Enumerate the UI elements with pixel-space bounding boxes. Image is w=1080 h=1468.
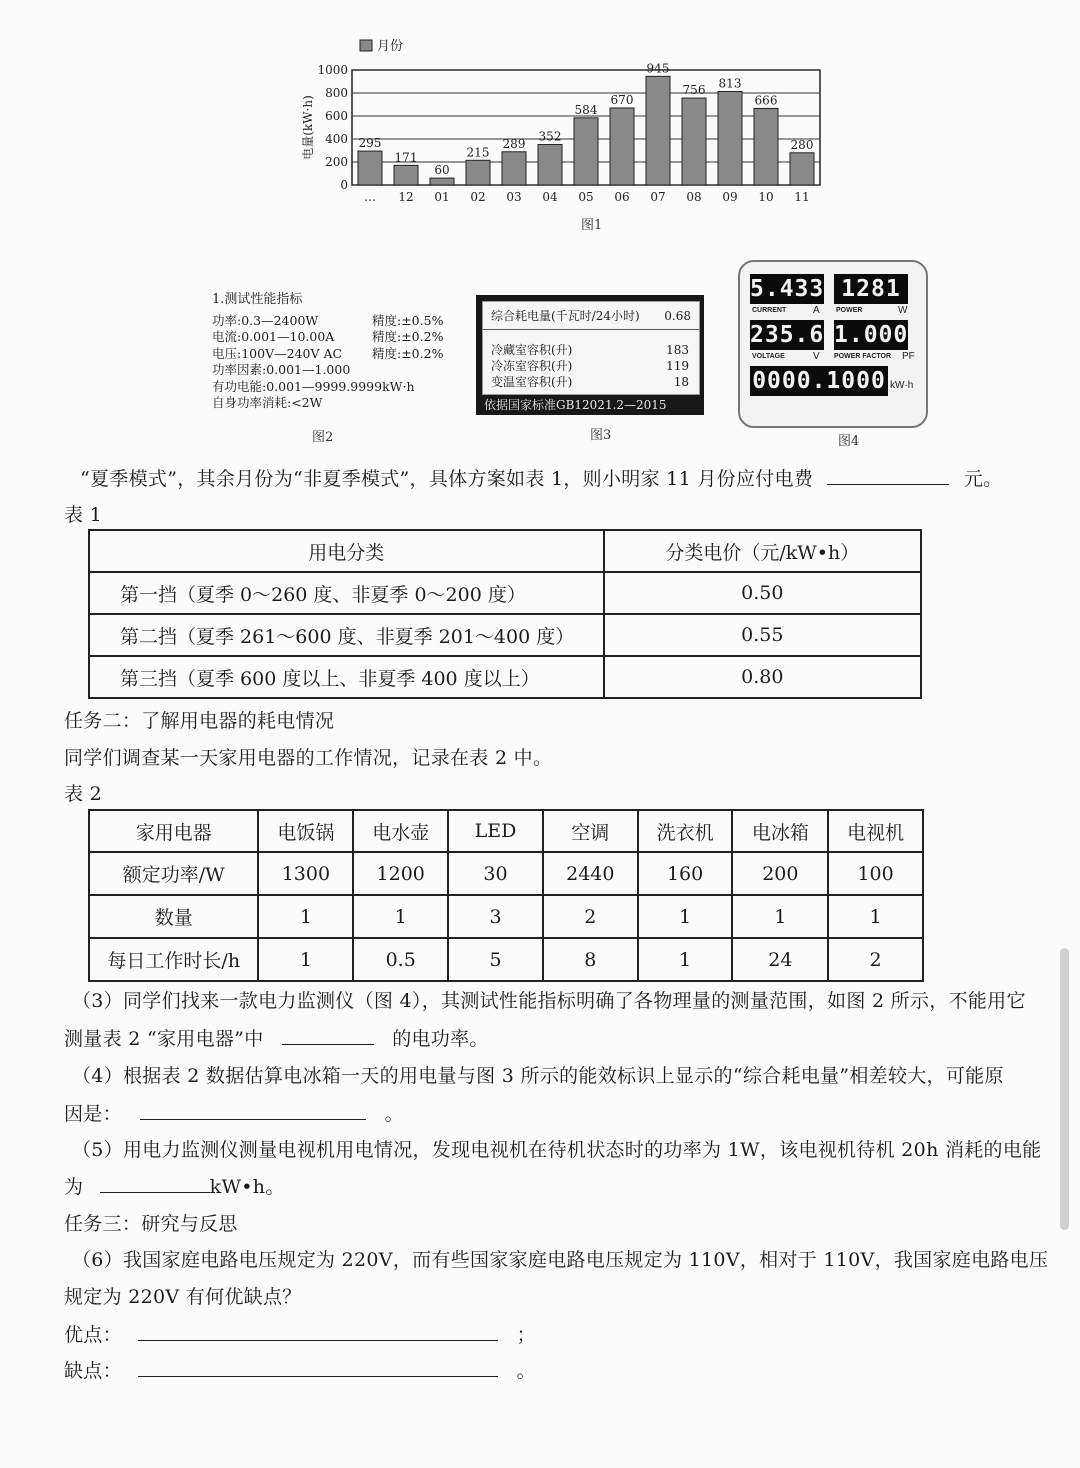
figure2-caption: 图2: [312, 430, 334, 445]
x-tick-label: …: [364, 190, 376, 204]
bar-value-label: 945: [646, 61, 670, 76]
bar-value-label: 215: [466, 145, 490, 160]
disadvantage-end: 。: [516, 1360, 536, 1382]
fig2-line-acc: 精度:±0.5%: [372, 312, 444, 328]
table-cell: 0.50: [604, 572, 921, 614]
x-tick-label: 03: [506, 190, 522, 204]
question-text: 为: [64, 1176, 84, 1198]
bar-value-label: 670: [610, 92, 634, 107]
table-cell: 3: [448, 895, 543, 938]
bar-value-label: 756: [682, 83, 706, 98]
fig2-line-acc: 精度:±0.2%: [372, 345, 444, 361]
table-cell: 5: [448, 938, 543, 981]
energy-unit: kW·h: [890, 380, 914, 391]
table1-price-tiers: [88, 529, 922, 699]
fig2-line-text: 功率因素:0.001—1.000: [212, 362, 351, 377]
table-cell: 每日工作时长/h: [89, 938, 258, 981]
table-header-row: [89, 810, 923, 852]
current-unit: A: [813, 305, 820, 316]
question-text-end: kW•h。: [209, 1176, 285, 1198]
answer-blank-energy[interactable]: [100, 1174, 210, 1193]
fig2-line-text: 功率:0.3—2400W: [212, 312, 319, 328]
y-tick-label: 400: [325, 132, 348, 146]
survey-text: 同学们调查某一天家用电器的工作情况，记录在表 2 中。: [64, 747, 553, 769]
energy-label-value: 0.68: [664, 309, 691, 323]
fig2-line: [212, 329, 472, 346]
energy-label-value: 119: [666, 359, 689, 373]
bar-value-label: 280: [790, 137, 814, 152]
fig2-line: [212, 346, 472, 363]
energy-label-row: [491, 308, 691, 324]
power-factor-display: 1.000: [834, 322, 909, 348]
table-row: [89, 938, 923, 981]
bar: [610, 108, 634, 185]
bar: [502, 152, 526, 185]
advantage-label: 优点：: [64, 1324, 122, 1346]
bar-value-label: 60: [434, 163, 450, 178]
y-tick-label: 600: [325, 109, 348, 123]
table-cell: 2440: [543, 852, 638, 895]
fig2-line: [212, 379, 472, 396]
question-text-end: 的电功率。: [392, 1028, 489, 1050]
question4-line1: （4）根据表 2 数据估算电冰箱一天的用电量与图 3 所示的能效标识上显示的“综合耗电量”相差较大，可能原: [72, 1065, 1004, 1087]
table-cell: 30: [448, 852, 543, 895]
power-label: POWER: [836, 307, 863, 314]
figure3-caption: 图3: [590, 428, 612, 443]
vertical-scrollbar[interactable]: [1060, 948, 1069, 1230]
table-cell: 额定功率/W: [89, 852, 258, 895]
answer-blank-disadvantage[interactable]: [138, 1358, 498, 1377]
task3-heading: 任务三：研究与反思: [64, 1213, 238, 1235]
bar: [646, 76, 670, 185]
table-cell: 0.55: [604, 614, 921, 656]
table-cell: 24: [732, 938, 828, 981]
table-header-cell: 用电分类: [89, 530, 604, 572]
table-cell: 100: [828, 852, 923, 895]
table-cell: 2: [828, 938, 923, 981]
table-cell: 1: [638, 895, 733, 938]
x-tick-label: 11: [794, 190, 810, 204]
task2-heading: 任务二：了解用电器的耗电情况: [64, 710, 335, 732]
table-row: [89, 614, 921, 656]
question5-line1: （5）用电力监测仪测量电视机用电情况，发现电视机在待机状态时的功率为 1W，该电视机待机 20h 消耗的电能: [72, 1139, 1042, 1161]
bar: [394, 165, 418, 185]
energy-label-name: 变温室容积(升): [491, 375, 573, 389]
question6-line1: （6）我国家庭电路电压规定为 220V，而有些国家家庭电路电压规定为 110V，相对于 110V，我国家庭电路电压: [72, 1249, 1049, 1271]
fig2-line-text: 有功电能:0.001—9999.9999kW·h: [212, 378, 415, 394]
fig2-line: [212, 395, 472, 412]
bar: [682, 98, 706, 185]
table2-appliances: [88, 809, 924, 982]
table-row: [89, 852, 923, 895]
energy-label-divider: [483, 329, 699, 330]
y-tick-label: 1000: [317, 63, 348, 77]
answer-blank-reason[interactable]: [140, 1101, 366, 1120]
table-cell: 1: [828, 895, 923, 938]
table-cell: 8: [543, 938, 638, 981]
table-cell: 第二挡（夏季 261～600 度、非夏季 201～400 度）: [89, 614, 604, 656]
fig2-title: 1.测试性能指标: [212, 292, 303, 307]
bar-value-label: 352: [538, 129, 562, 144]
table1-title: 表 1: [64, 504, 103, 526]
disadvantage-label: 缺点：: [64, 1360, 122, 1382]
question-text-end: 。: [384, 1103, 404, 1125]
disadvantage-line: [64, 1356, 536, 1383]
y-tick-label: 0: [340, 178, 348, 192]
table-cell: 数量: [89, 895, 258, 938]
figure4-caption: 图4: [838, 434, 860, 449]
bar: [466, 160, 490, 185]
power-factor-unit: PF: [902, 351, 915, 362]
bar: [538, 145, 562, 185]
fig2-line-text: 电流:0.001—10.00A: [212, 329, 335, 344]
bar-value-label: 295: [358, 136, 382, 151]
voltage-label: VOLTAGE: [752, 353, 785, 360]
energy-label-row: [491, 342, 689, 358]
energy-label-row: [491, 374, 689, 390]
power-factor-label: POWER FACTOR: [834, 353, 892, 360]
bar-chart-monthly-electricity: [290, 30, 850, 240]
table-cell: 第三挡（夏季 600 度以上、非夏季 400 度以上）: [89, 656, 604, 698]
x-tick-label: 02: [470, 190, 486, 204]
table-header-row: [89, 530, 921, 572]
figure1-caption: 图1: [581, 218, 603, 233]
fig2-line-acc: 精度:±0.2%: [372, 329, 444, 344]
y-tick-label: 200: [325, 155, 348, 169]
bar-value-label: 666: [754, 93, 778, 108]
bar-value-label: 289: [502, 136, 526, 151]
table-header-cell: 分类电价（元/kW•h）: [604, 530, 921, 572]
table-row: [89, 656, 921, 698]
answer-blank-advantage[interactable]: [138, 1322, 498, 1341]
y-tick-label: 800: [325, 86, 348, 100]
x-tick-label: 01: [434, 190, 450, 204]
power-display: 1281: [834, 274, 908, 304]
advantage-line: [64, 1320, 536, 1347]
fig2-line-text: 自身功率消耗:<2W: [212, 395, 323, 410]
answer-blank-appliance[interactable]: [282, 1026, 374, 1045]
table-row: [89, 895, 923, 938]
question5-line2: [64, 1172, 285, 1199]
x-tick-label: 10: [758, 190, 774, 204]
table-header-cell: 电冰箱: [732, 810, 828, 852]
figure4-power-monitor: [738, 260, 928, 428]
question3-line2: [64, 1024, 489, 1051]
energy-label-standard: 依据国家标准GB12021.2—2015: [484, 398, 667, 412]
advantage-end: ；: [516, 1324, 536, 1346]
voltage-display: 235.6: [750, 322, 825, 348]
power-unit: W: [898, 305, 908, 316]
table-header-cell: 家用电器: [89, 810, 258, 852]
fig2-line: [212, 313, 472, 330]
energy-label-panel: [482, 301, 700, 395]
question-text: “夏季模式”，其余月份为“非夏季模式”，具体方案如表 1，则小明家 11 月份应付电费: [80, 468, 814, 490]
figure2-spec-list: [212, 292, 472, 412]
energy-label-row: [491, 358, 689, 374]
figure3-energy-label: [476, 295, 704, 415]
bar: [718, 92, 742, 185]
question3-line1: （3）同学们找来一款电力监测仪（图 4），其测试性能指标明确了各物理量的测量范围，如图 2 所示，不能用它: [72, 990, 1026, 1012]
fig2-line: [212, 362, 472, 379]
table-row: [89, 572, 921, 614]
table-cell: 1: [258, 938, 353, 981]
fig2-line-text: 电压:100V—240V AC: [212, 345, 343, 361]
table-header-cell: 空调: [543, 810, 638, 852]
x-tick-label: 08: [686, 190, 702, 204]
table-cell: 0.5: [353, 938, 448, 981]
table-cell: 200: [732, 852, 828, 895]
energy-label-value: 18: [673, 375, 689, 389]
question4-line2: [64, 1099, 404, 1126]
question-text-line: [80, 464, 1002, 491]
table-header-cell: 洗衣机: [638, 810, 733, 852]
table-cell: 0.80: [604, 656, 921, 698]
bar: [574, 118, 598, 185]
bar: [358, 151, 382, 185]
voltage-unit: V: [813, 351, 820, 362]
x-tick-label: 12: [398, 190, 414, 204]
energy-label-name: 冷藏室容积(升): [491, 343, 573, 357]
question-text: 测量表 2 “家用电器”中: [64, 1028, 264, 1050]
table-header-cell: 电视机: [828, 810, 923, 852]
question6-line2: 规定为 220V 有何优缺点？: [64, 1286, 302, 1308]
current-label: CURRENT: [752, 307, 787, 314]
bar: [790, 153, 814, 185]
table-cell: 1200: [353, 852, 448, 895]
table-cell: 160: [638, 852, 733, 895]
bar-value-label: 584: [574, 102, 598, 117]
x-tick-label: 05: [578, 190, 594, 204]
x-tick-label: 06: [614, 190, 630, 204]
table-header-cell: 电水壶: [353, 810, 448, 852]
question-text: 因是：: [64, 1103, 122, 1125]
energy-label-name: 综合耗电量(千瓦时/24小时): [491, 309, 640, 323]
energy-label-name: 冷冻室容积(升): [491, 359, 573, 373]
current-display: 5.433: [750, 276, 825, 302]
bar: [754, 108, 778, 185]
table-cell: 1: [353, 895, 448, 938]
table-cell: 1: [638, 938, 733, 981]
table2-title: 表 2: [64, 783, 103, 805]
answer-blank-fee[interactable]: [827, 466, 949, 485]
table-cell: 1: [258, 895, 353, 938]
legend-swatch: [360, 40, 372, 51]
x-tick-label: 07: [650, 190, 666, 204]
table-header-cell: LED: [448, 810, 543, 852]
table-cell: 2: [543, 895, 638, 938]
energy-label-value: 183: [666, 343, 689, 357]
energy-display: 0000.1000: [750, 366, 888, 396]
table-header-cell: 电饭锅: [258, 810, 353, 852]
table-cell: 1: [732, 895, 828, 938]
bar-value-label: 171: [394, 150, 418, 165]
bar-value-label: 813: [718, 76, 742, 91]
question-text-end: 元。: [963, 468, 1003, 490]
table-cell: 第一挡（夏季 0～260 度、非夏季 0～200 度）: [89, 572, 604, 614]
legend-label: 月份: [377, 39, 404, 54]
y-axis-label: 电量(kW·h): [301, 95, 315, 160]
bar: [430, 178, 454, 185]
x-tick-label: 04: [542, 190, 558, 204]
x-tick-label: 09: [722, 190, 738, 204]
table-cell: 1300: [258, 852, 353, 895]
